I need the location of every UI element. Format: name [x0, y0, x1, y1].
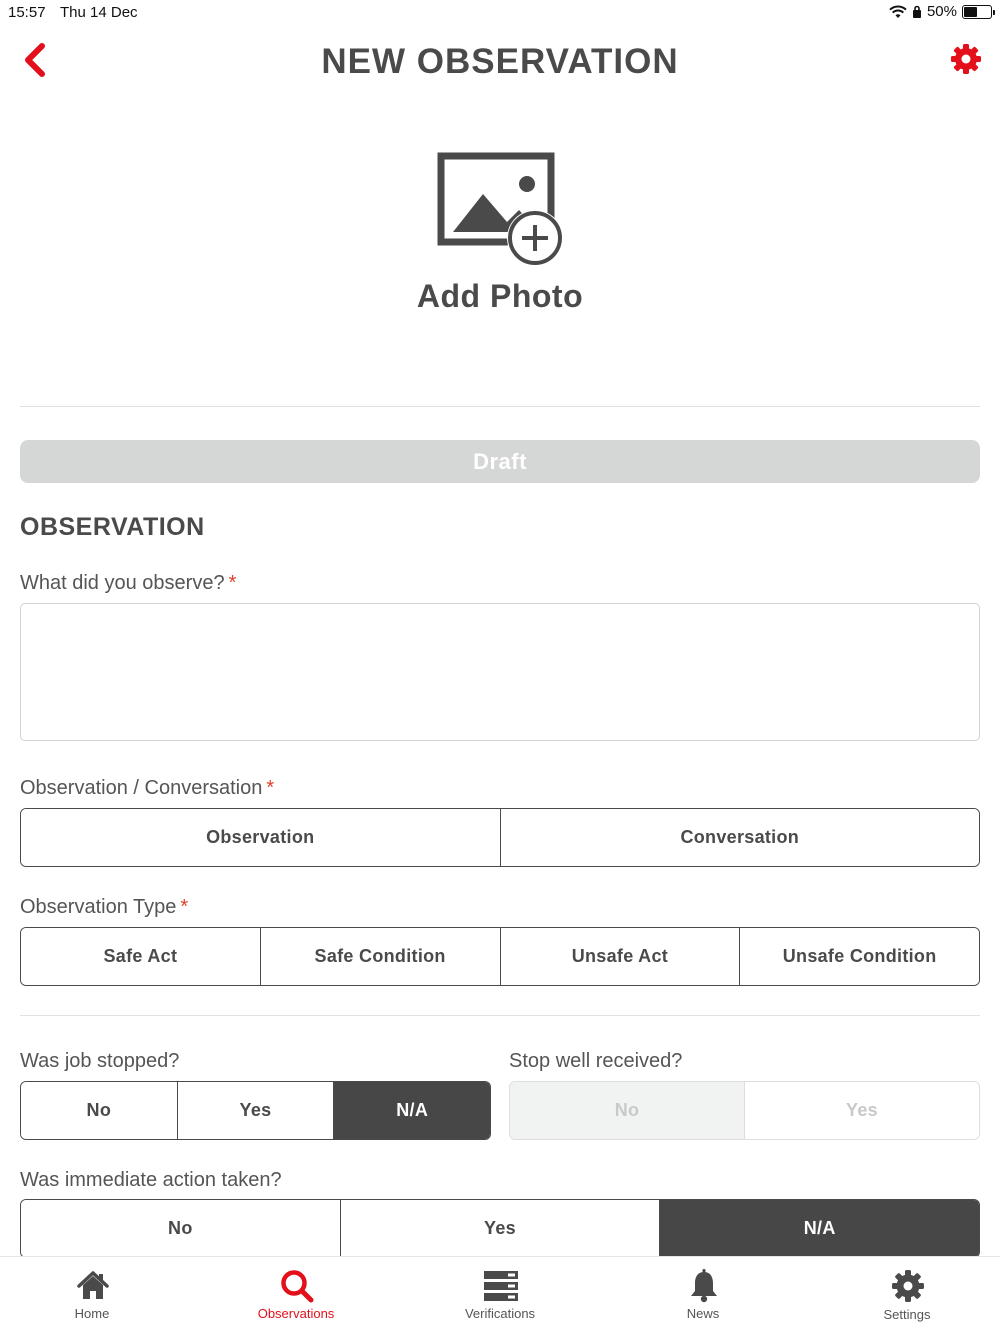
option-unsafe-act[interactable]: Unsafe Act — [500, 928, 740, 985]
job-stopped-label: Was job stopped? — [20, 1050, 180, 1072]
tab-label: Settings — [883, 1307, 931, 1322]
obs-conv-label-text: Observation / Conversation — [20, 777, 263, 799]
stop-received-segmented — [509, 1081, 980, 1140]
status-date: Thu 14 Dec — [60, 4, 138, 21]
obs-type-segmented — [20, 927, 980, 986]
tab-bar — [0, 1256, 1000, 1334]
immediate-action-label: Was immediate action taken? — [20, 1169, 282, 1191]
header — [0, 28, 1000, 98]
tab-verifications[interactable] — [400, 1257, 600, 1334]
status-right — [889, 3, 992, 20]
add-photo-button[interactable] — [0, 150, 1000, 330]
divider — [20, 406, 980, 407]
tab-label: Home — [74, 1306, 110, 1321]
wifi-icon — [889, 5, 907, 19]
option-yes: Yes — [744, 1082, 979, 1139]
option-na[interactable]: N/A — [659, 1200, 979, 1257]
observe-label — [20, 572, 236, 595]
add-photo-label: Add Photo — [416, 278, 584, 314]
tab-news[interactable] — [603, 1257, 803, 1334]
gear-icon[interactable] — [950, 43, 982, 75]
status-bar — [0, 0, 1000, 26]
observe-textarea[interactable] — [20, 603, 980, 741]
option-yes[interactable]: Yes — [340, 1200, 660, 1257]
required-marker: * — [266, 777, 275, 799]
divider — [20, 1015, 980, 1016]
option-no: No — [510, 1082, 744, 1139]
observe-label-text: What did you observe? — [20, 572, 225, 594]
option-no[interactable]: No — [21, 1200, 340, 1257]
obs-type-label-text: Observation Type — [20, 896, 177, 918]
battery-fill — [964, 7, 977, 17]
immediate-action-segmented — [20, 1199, 980, 1258]
add-image-icon — [435, 150, 565, 270]
tab-observations[interactable] — [196, 1257, 396, 1334]
status-time: 15:57 — [8, 4, 46, 21]
option-safe-act[interactable]: Safe Act — [21, 928, 260, 985]
gear-icon — [891, 1269, 925, 1303]
obs-conv-segmented — [20, 808, 980, 867]
page-title: NEW OBSERVATION — [321, 42, 679, 81]
option-yes[interactable]: Yes — [177, 1082, 334, 1139]
option-unsafe-condition[interactable]: Unsafe Condition — [739, 928, 979, 985]
option-no[interactable]: No — [21, 1082, 177, 1139]
bell-icon — [687, 1269, 721, 1303]
stop-received-label: Stop well received? — [509, 1050, 683, 1072]
tab-home[interactable] — [0, 1257, 192, 1334]
option-conversation[interactable]: Conversation — [500, 809, 980, 866]
obs-conv-label — [20, 777, 274, 800]
battery-percent: 50% — [926, 3, 957, 20]
lock-rotation-icon — [912, 5, 922, 19]
option-safe-condition[interactable]: Safe Condition — [260, 928, 500, 985]
tab-settings[interactable] — [807, 1257, 1000, 1334]
battery-icon — [962, 5, 992, 19]
section-title: OBSERVATION — [20, 513, 205, 541]
required-marker: * — [180, 896, 189, 918]
draft-status-button[interactable]: Draft — [20, 440, 980, 483]
home-icon — [76, 1269, 110, 1303]
required-marker: * — [228, 572, 237, 594]
job-stopped-segmented — [20, 1081, 491, 1140]
option-observation[interactable]: Observation — [21, 809, 500, 866]
obs-type-label — [20, 896, 188, 919]
tab-label: News — [686, 1306, 720, 1321]
server-stack-icon — [484, 1269, 518, 1303]
tab-label: Verifications — [464, 1306, 536, 1321]
search-icon — [280, 1269, 314, 1303]
tab-label: Observations — [257, 1306, 335, 1321]
option-na[interactable]: N/A — [333, 1082, 490, 1139]
